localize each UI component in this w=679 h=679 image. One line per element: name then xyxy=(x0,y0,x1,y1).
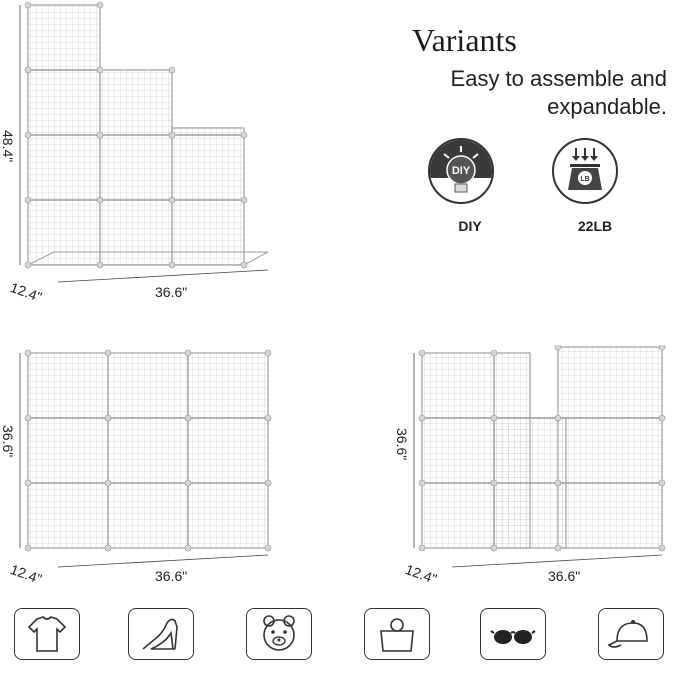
variant3-height-label: 36.6" xyxy=(394,428,410,461)
handbag-box xyxy=(364,608,430,660)
high-heel-box xyxy=(128,608,194,660)
variant3-depth-label: 12.4" xyxy=(403,560,439,588)
sunglasses-box xyxy=(480,608,546,660)
cube-3x3-shelf-image xyxy=(18,345,278,580)
variant1-width-label: 36.6" xyxy=(155,284,188,300)
cap-icon xyxy=(599,609,663,659)
tshirt-box xyxy=(14,608,80,660)
high-heel-icon xyxy=(129,609,193,659)
subtitle-line-1: Easy to assemble and xyxy=(450,66,667,91)
variants-title: Variants xyxy=(412,22,517,58)
diy-label: DIY xyxy=(458,218,482,234)
weight-label: 22LB xyxy=(577,218,613,234)
sunglasses-icon xyxy=(481,609,545,659)
teddy-bear-icon xyxy=(247,609,311,659)
weight-badge xyxy=(552,138,618,204)
diy-bulb-icon xyxy=(430,140,492,202)
subtitle-line-2: expandable. xyxy=(547,94,667,119)
variant3-width-label: 36.6" xyxy=(548,568,581,584)
staircase-shelf-image xyxy=(18,0,278,290)
variant2-width-label: 36.6" xyxy=(155,568,188,584)
variant2-depth-label: 12.4" xyxy=(8,560,44,588)
variant1-depth-label: 12.4" xyxy=(8,278,44,306)
handbag-icon xyxy=(365,609,429,659)
gap-cube-shelf-image xyxy=(412,345,672,580)
tshirt-icon xyxy=(15,609,79,659)
cap-box xyxy=(598,608,664,660)
variant2-height-label: 36.6" xyxy=(0,425,16,458)
weight-icon xyxy=(554,140,616,202)
variant1-height-label: 48.4" xyxy=(0,130,16,163)
diy-badge-text: DIY xyxy=(451,165,471,177)
teddy-bear-box xyxy=(246,608,312,660)
weight-badge-text: LB xyxy=(580,176,590,183)
diy-badge xyxy=(428,138,494,204)
